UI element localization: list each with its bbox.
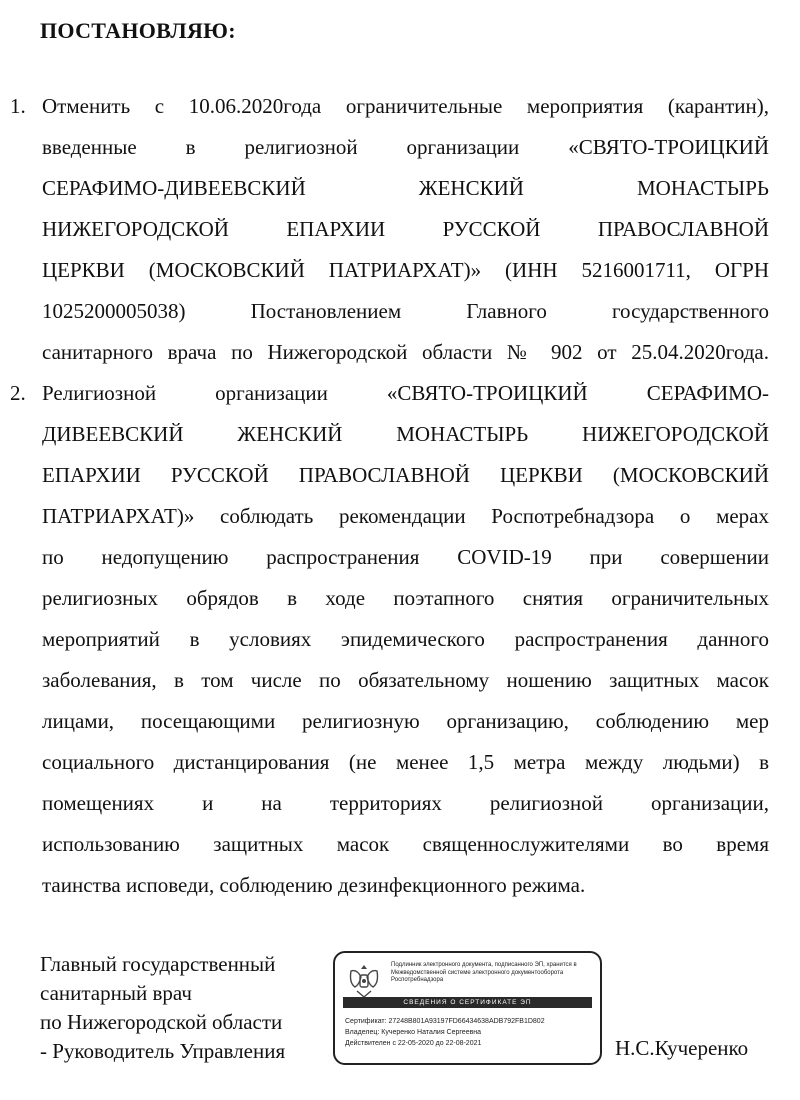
signatory-title — [40, 950, 285, 1066]
item-number: 2. — [10, 381, 26, 405]
signatory-line: Главный государственный — [40, 952, 276, 976]
electronic-signature-stamp — [333, 951, 602, 1065]
text-line: ДИВЕЕВСКИЙ ЖЕНСКИЙ МОНАСТЫРЬ НИЖЕГОРОДСКОЙ — [42, 422, 769, 446]
certificate-owner: Владелец: Кучеренко Наталия Сергеевна — [345, 1029, 482, 1036]
text-line: социального дистанцирования (не менее 1,5 метра между людьми) в — [42, 750, 769, 774]
signatory-name: Н.С.Кучеренко — [615, 1036, 749, 1060]
signatory-line: - Руководитель Управления — [40, 1039, 286, 1063]
text-line: лицами, посещающими религиозную организацию, соблюдению мер — [42, 709, 769, 733]
text-line: Отменить с 10.06.2020года ограничительные мероприятия (карантин), — [42, 94, 769, 118]
text-line: введенные в религиозной организации «СВЯТО-ТРОИЦКИЙ — [42, 135, 769, 159]
text-line: ЦЕРКВИ (МОСКОВСКИЙ ПАТРИАРХАТ)» (ИНН 5216001711, ОГРН — [42, 258, 769, 282]
page-title: ПОСТАНОВЛЯЮ: — [40, 18, 236, 43]
text-line: таинства исповеди, соблюдению дезинфекционного режима. — [42, 873, 586, 897]
text-line: СЕРАФИМО-ДИВЕЕВСКИЙ ЖЕНСКИЙ МОНАСТЫРЬ — [42, 176, 769, 200]
text-line: ПАТРИАРХАТ)» соблюдать рекомендации Роспотребнадзора о мерах — [42, 504, 769, 528]
text-line: 1025200005038) Постановлением Главного государственного — [42, 299, 769, 323]
text-line: помещениях и на территориях религиозной организации, — [42, 791, 769, 815]
certificate-header: СВЕДЕНИЯ О СЕРТИФИКАТЕ ЭП — [343, 997, 592, 1008]
text-line: использованию защитных масок священнослужителями во время — [42, 832, 769, 856]
text-line: заболевания, в том числе по обязательному ношению защитных масок — [42, 668, 769, 692]
text-line: ЕПАРХИИ РУССКОЙ ПРАВОСЛАВНОЙ ЦЕРКВИ (МОСКОВСКИЙ — [42, 463, 769, 487]
text-line: санитарного врача по Нижегородской области № 902 от 25.04.2020года. — [42, 340, 769, 364]
coat-of-arms-icon — [345, 961, 383, 1001]
certificate-number: Сертификат: 27248B801A93197FD66434638ADB792FB1D802 — [345, 1018, 545, 1025]
text-line: мероприятий в условиях эпидемического распространения данного — [42, 627, 769, 651]
signatory-line: по Нижегородской области — [40, 1010, 283, 1034]
signatory-line: санитарный врач — [40, 981, 192, 1005]
text-line: НИЖЕГОРОДСКОЙ ЕПАРХИИ РУССКОЙ ПРАВОСЛАВНОЙ — [42, 217, 769, 241]
item-number: 1. — [10, 94, 26, 118]
stamp-description: Подлинник электронного документа, подписанного ЭП, хранится в Межведомственной системе электронного документооборота Роспотребнадзора — [391, 962, 577, 983]
text-line: по недопущению распространения COVID-19 при совершении — [42, 545, 769, 569]
certificate-details — [345, 1016, 597, 1049]
certificate-validity: Действителен с 22-05-2020 до 22-08-2021 — [345, 1040, 482, 1047]
text-line: религиозных обрядов в ходе поэтапного снятия ограничительных — [42, 586, 769, 610]
text-line: Религиозной организации «СВЯТО-ТРОИЦКИЙ СЕРАФИМО- — [42, 381, 769, 405]
